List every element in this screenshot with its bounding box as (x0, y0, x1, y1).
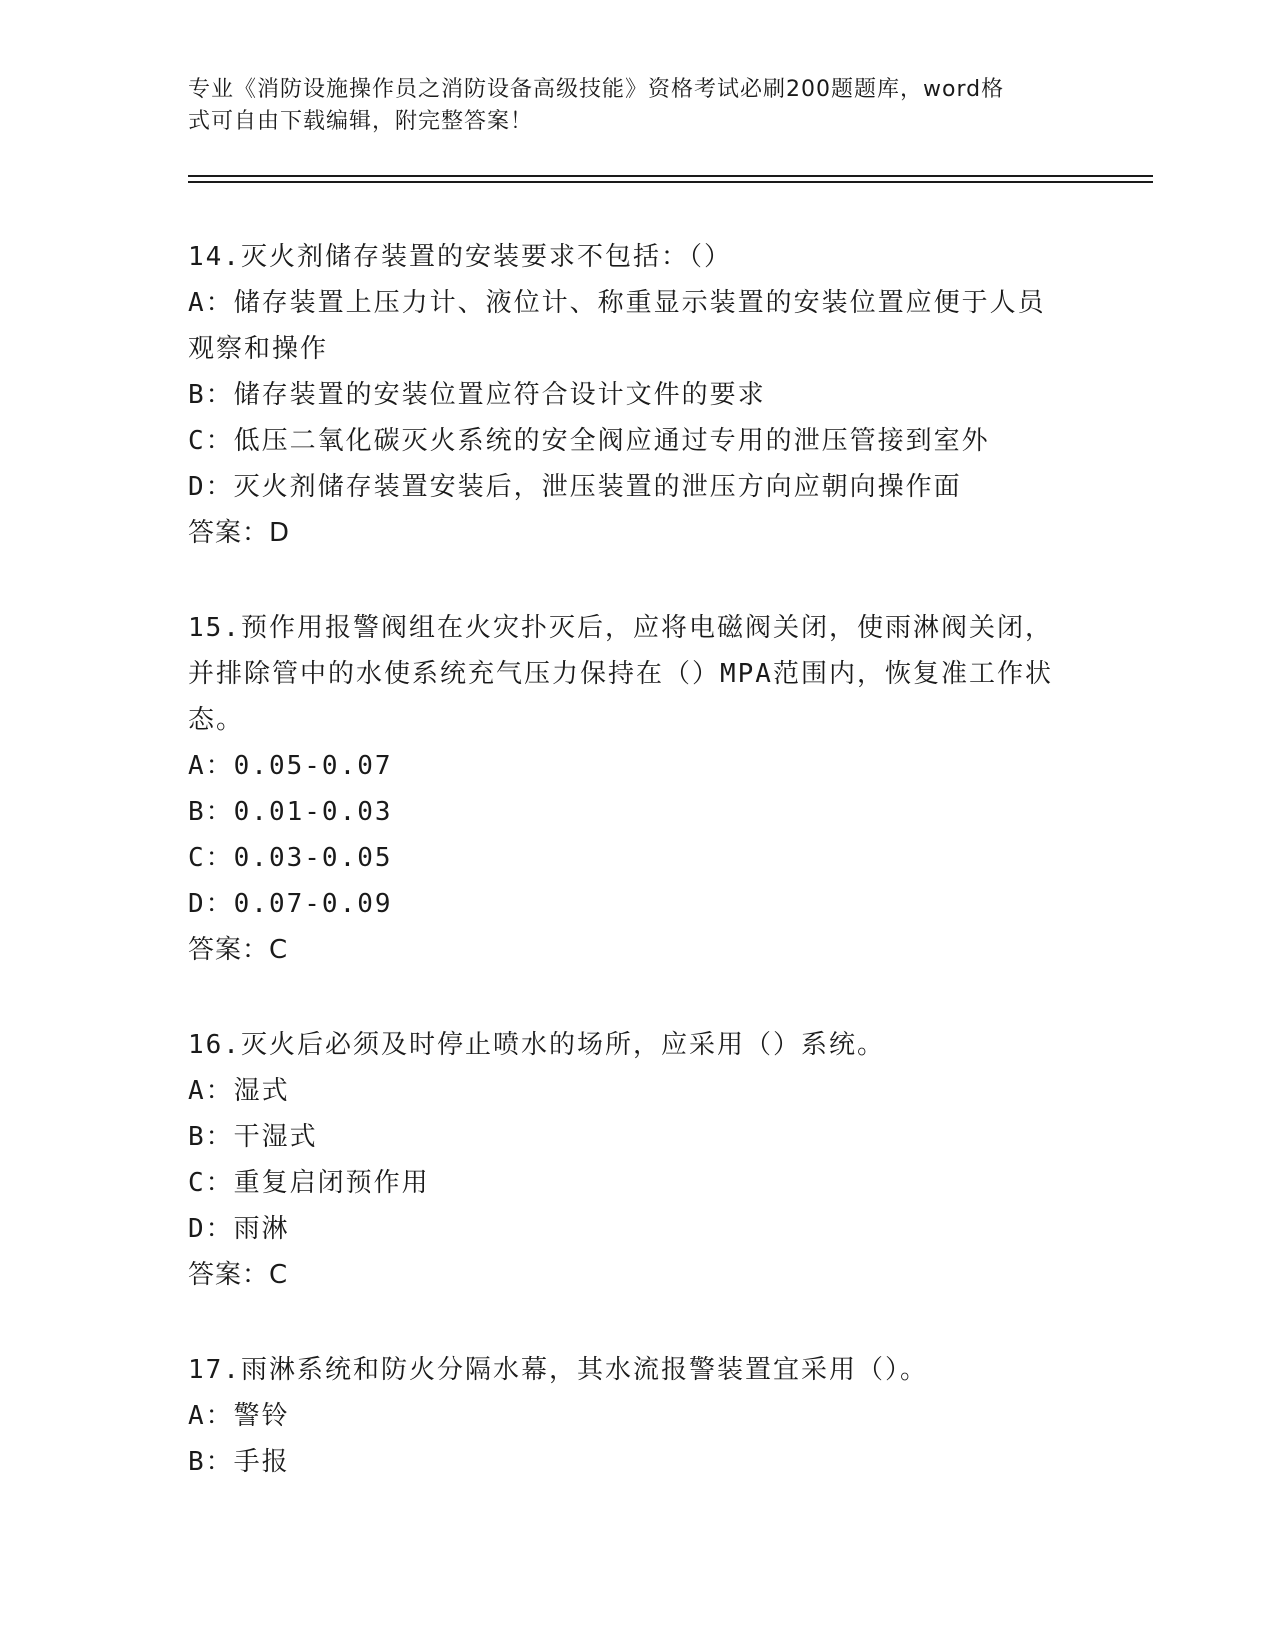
header-line-1: 专业《消防设施操作员之消防设备高级技能》资格考试必刷200题题库，word格 (188, 77, 1005, 102)
option-a: A：湿式 (188, 1076, 290, 1106)
option-b: B：储存装置的安装位置应符合设计文件的要求 (188, 380, 766, 410)
option-d: D：雨淋 (188, 1214, 290, 1244)
option-a: A：储存装置上压力计、液位计、称重显示装置的安装位置应便于人员 (188, 288, 1046, 318)
option-c: C：重复启闭预作用 (188, 1168, 430, 1198)
option-a: A：警铃 (188, 1401, 290, 1431)
question-14 (188, 234, 1088, 556)
option-d: D：0.07-0.09 (188, 889, 393, 919)
question-17 (188, 1347, 1088, 1485)
header-divider-top (188, 175, 1153, 177)
option-b: B：0.01-0.03 (188, 797, 393, 827)
question-15 (188, 605, 1088, 973)
question-stem-line-1: 15.预作用报警阀组在火灾扑灭后，应将电磁阀关闭，使雨淋阀关闭， (188, 613, 1053, 643)
header-line-2: 式可自由下载编辑，附完整答案！ (188, 109, 534, 134)
answer-label: 答案：C (188, 1260, 289, 1290)
option-b: B：手报 (188, 1447, 290, 1477)
option-a-continued: 观察和操作 (188, 334, 329, 364)
option-c: C：低压二氧化碳灭火系统的安全阀应通过专用的泄压管接到室外 (188, 426, 990, 456)
question-list (188, 234, 1088, 1534)
question-stem: 17.雨淋系统和防火分隔水幕，其水流报警装置宜采用（）。 (188, 1355, 928, 1385)
question-stem-line-2: 并排除管中的水使系统充气压力保持在（）MPA范围内，恢复准工作状 (188, 659, 1053, 689)
option-a: A：0.05-0.07 (188, 751, 393, 781)
question-stem: 16.灭火后必须及时停止喷水的场所，应采用（）系统。 (188, 1030, 885, 1060)
option-d: D：灭火剂储存装置安装后，泄压装置的泄压方向应朝向操作面 (188, 472, 962, 502)
question-stem-line-3: 态。 (188, 705, 245, 735)
header-divider-bottom (188, 181, 1153, 183)
answer-label: 答案：D (188, 518, 291, 548)
question-stem: 14.灭火剂储存装置的安装要求不包括：（） (188, 242, 732, 272)
option-c: C：0.03-0.05 (188, 843, 393, 873)
document-header (188, 74, 1088, 138)
option-b: B：干湿式 (188, 1122, 318, 1152)
question-16 (188, 1022, 1088, 1298)
answer-label: 答案：C (188, 935, 289, 965)
